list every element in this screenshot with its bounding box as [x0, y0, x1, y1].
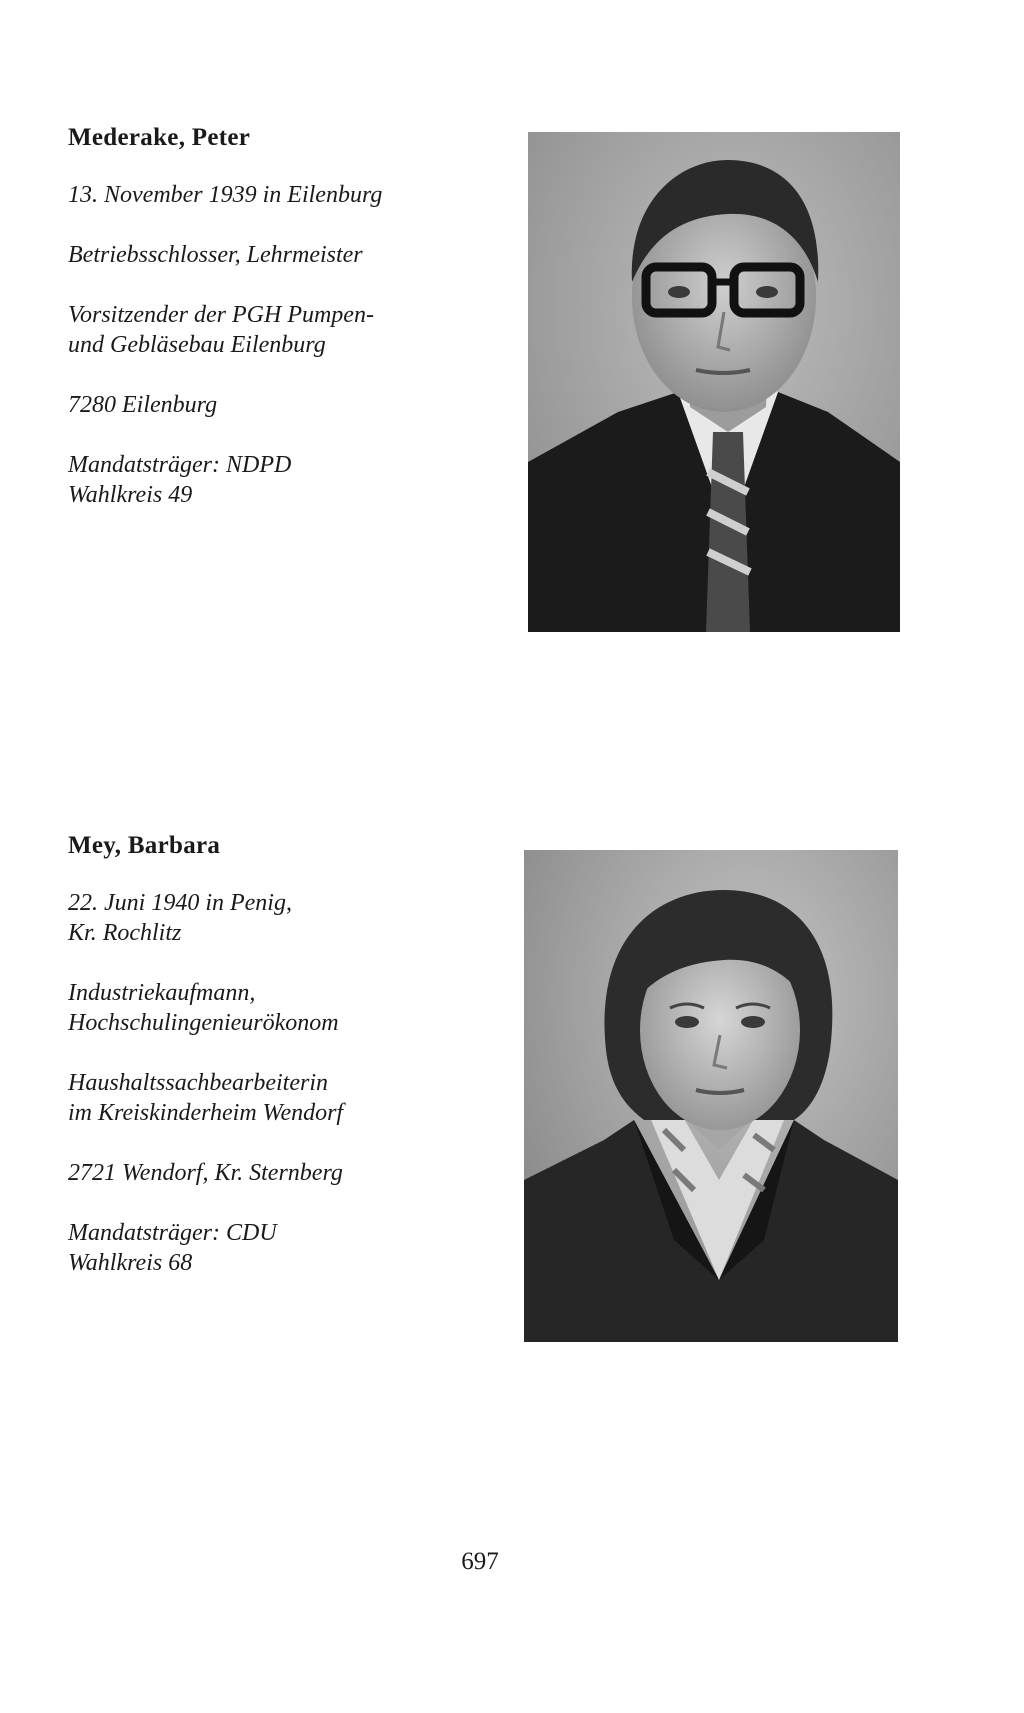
birth-info	[68, 180, 508, 210]
page-number: 697	[461, 1548, 499, 1575]
position-line: Haushaltssachbearbeiterin	[68, 1070, 328, 1096]
position-line: und Gebläsebau Eilenburg	[68, 332, 326, 358]
position-line: Vorsitzender der PGH Pumpen-	[68, 302, 374, 328]
address-info	[68, 1158, 508, 1188]
profession-line: Hochschulingenieurökonom	[68, 1010, 339, 1036]
profession-info	[68, 978, 508, 1038]
constituency-line: Wahlkreis 49	[68, 482, 193, 508]
birth-line: 22. Juni 1940 in Penig,	[68, 890, 292, 916]
birth-line: Kr. Rochlitz	[68, 920, 182, 946]
birth-line: 13. November 1939 in Eilenburg	[68, 182, 383, 208]
profession-info	[68, 240, 508, 270]
position-info	[68, 1068, 508, 1128]
position-info	[68, 300, 508, 360]
person-name: Mederake, Peter	[68, 124, 251, 151]
mandate-info	[68, 450, 508, 510]
address-line: 2721 Wendorf, Kr. Sternberg	[68, 1160, 343, 1186]
person-name: Mey, Barbara	[68, 832, 221, 859]
portrait-photo-mey	[524, 850, 898, 1342]
position-line: im Kreiskinderheim Wendorf	[68, 1100, 344, 1126]
mandate-line: Mandatsträger: NDPD	[68, 452, 292, 478]
address-line: 7280 Eilenburg	[68, 392, 218, 418]
constituency-line: Wahlkreis 68	[68, 1250, 193, 1276]
profession-line: Betriebsschlosser, Lehrmeister	[68, 242, 363, 268]
profession-line: Industriekaufmann,	[68, 980, 256, 1006]
portrait-man-image	[528, 132, 900, 632]
portrait-woman-image	[524, 850, 898, 1342]
address-info	[68, 390, 508, 420]
portrait-photo-mederake	[528, 132, 900, 632]
biography-entry-mederake	[68, 122, 508, 540]
mandate-line: Mandatsträger: CDU	[68, 1220, 277, 1246]
biography-entry-mey	[68, 830, 508, 1308]
mandate-info	[68, 1218, 508, 1278]
birth-info	[68, 888, 508, 948]
